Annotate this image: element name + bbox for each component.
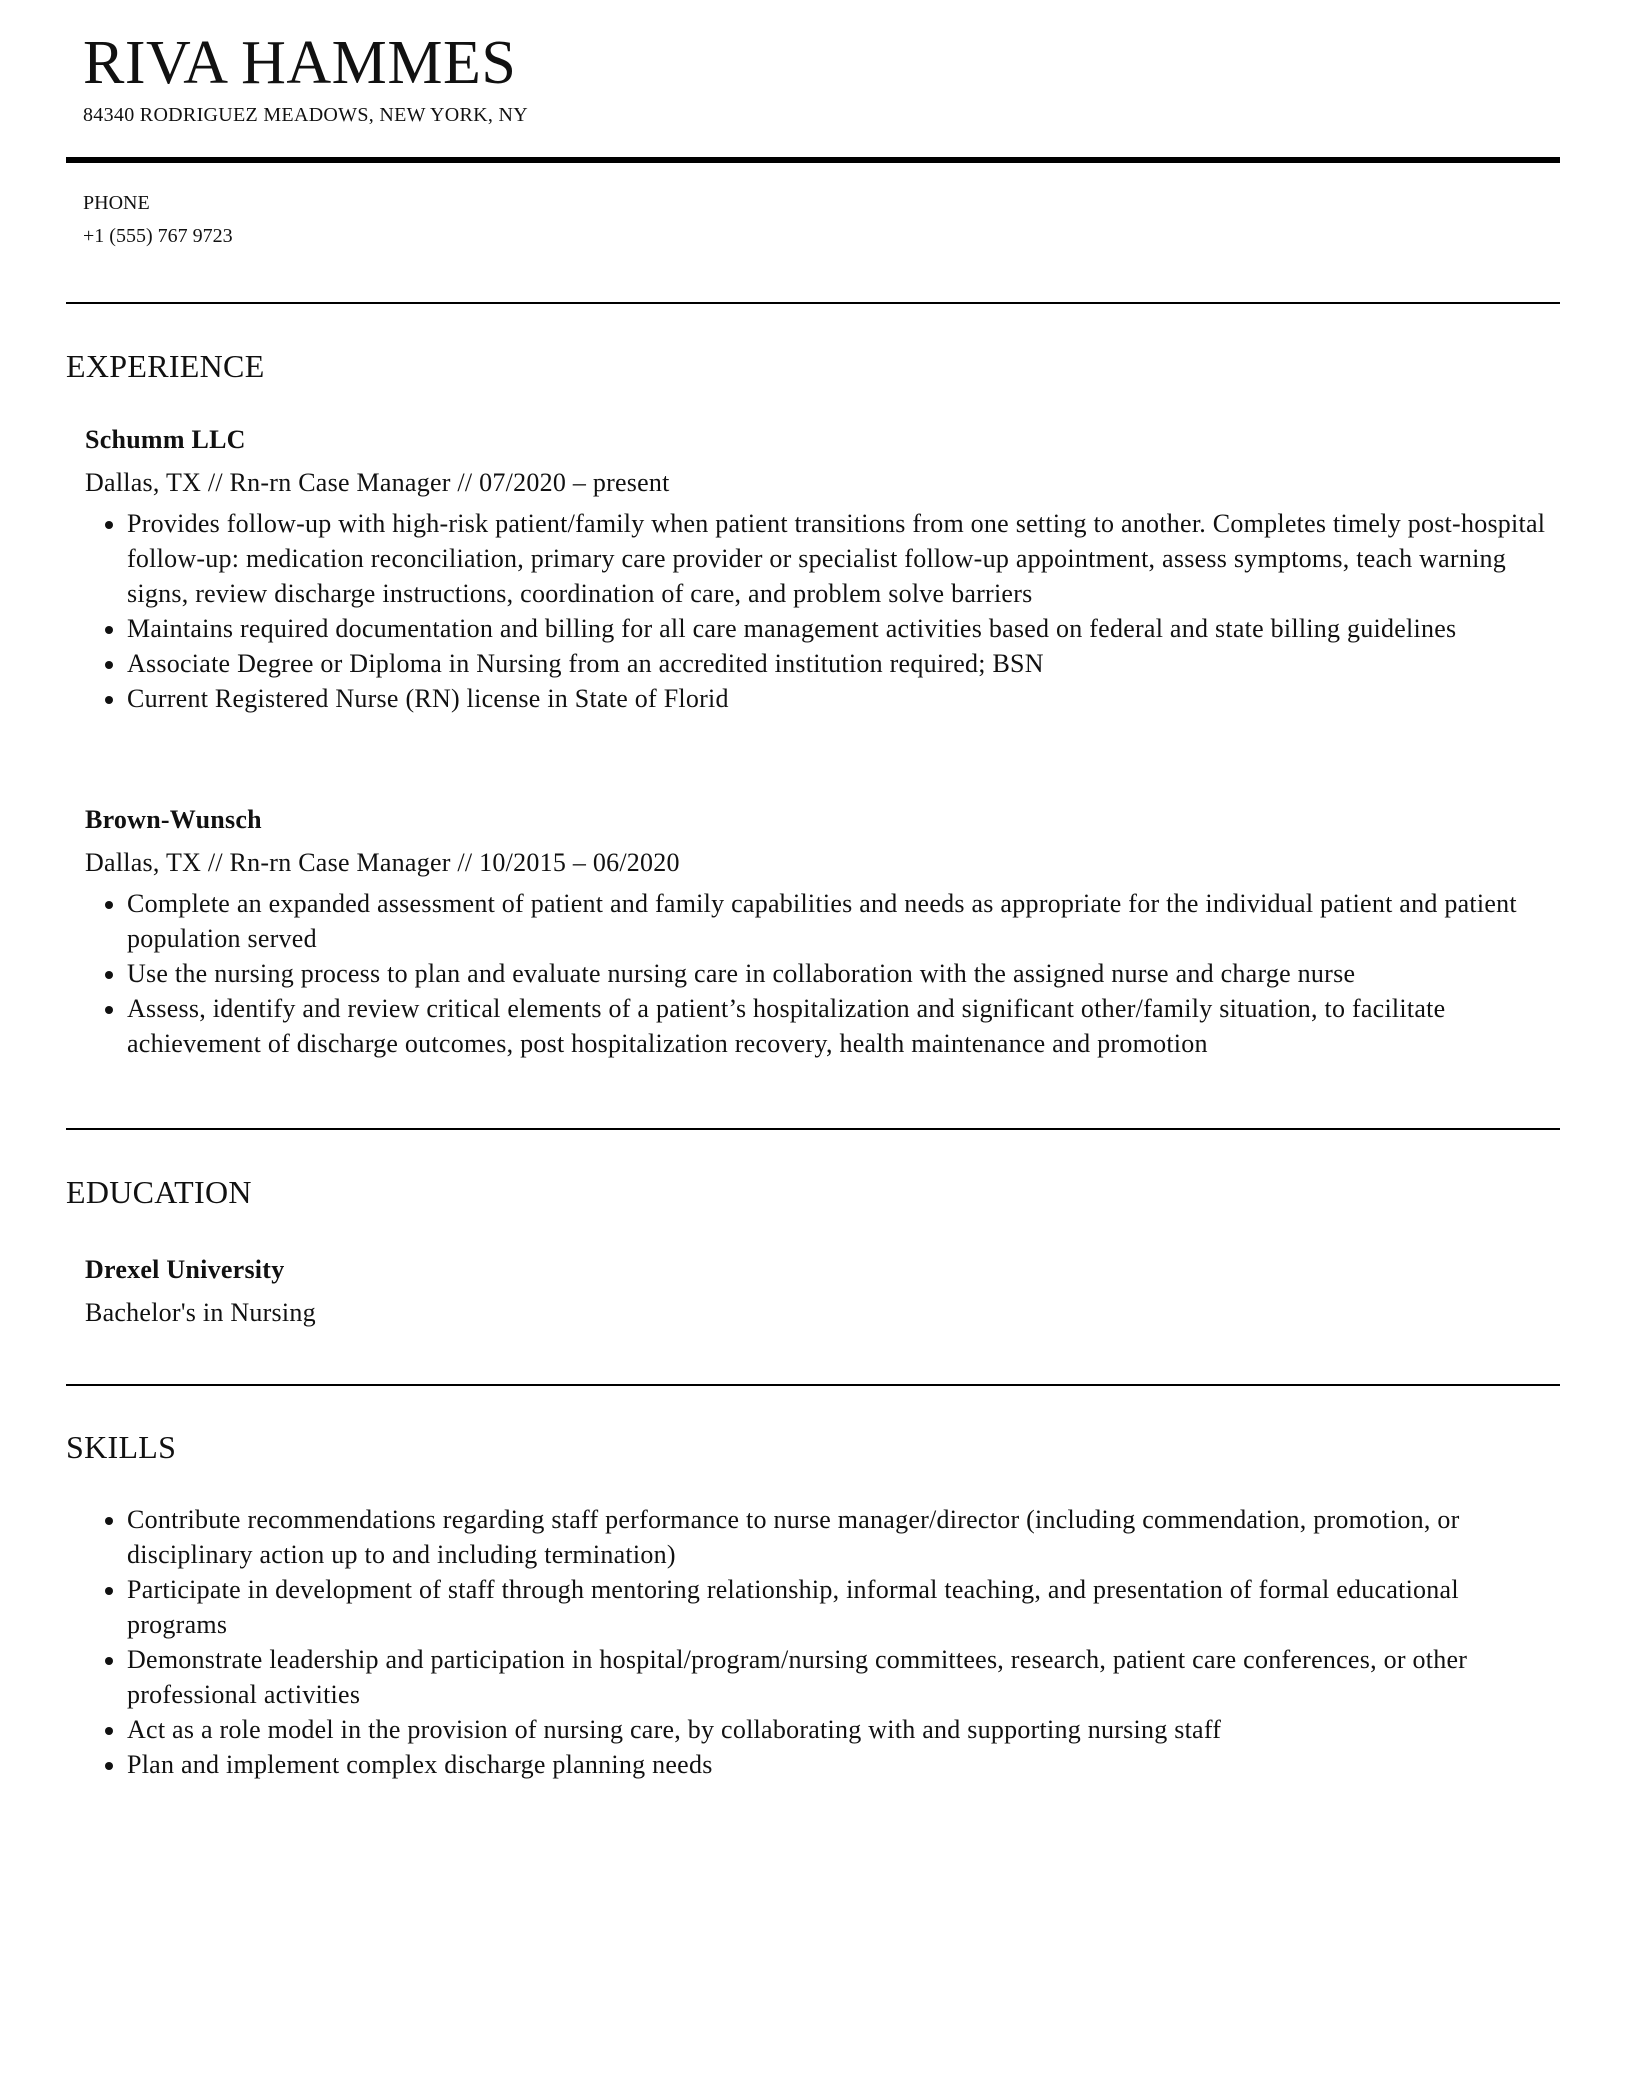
section-divider bbox=[66, 1128, 1560, 1130]
section-divider bbox=[66, 302, 1560, 304]
experience-heading: EXPERIENCE bbox=[66, 348, 265, 384]
list-item: • Act as a role model in the provision of nursing care, by collaborating with and supporting nursing staff bbox=[127, 1712, 1560, 1747]
job-meta: Dallas, TX // Rn-rn Case Manager // 07/2020 – present bbox=[85, 468, 670, 497]
list-item: • Maintains required documentation and billing for all care management activities based on federal and state billing guidelines bbox=[127, 611, 1560, 646]
list-item: • Participate in development of staff through mentoring relationship, informal teaching, and presentation of formal educational programs bbox=[127, 1572, 1560, 1642]
header-divider bbox=[66, 157, 1560, 163]
list-item: • Plan and implement complex discharge planning needs bbox=[127, 1747, 1560, 1782]
education-entry bbox=[85, 1252, 1560, 1336]
job-bullets bbox=[85, 886, 1560, 1061]
degree: Bachelor's in Nursing bbox=[85, 1298, 316, 1327]
company-name: Brown-Wunsch bbox=[85, 805, 262, 834]
phone-value: +1 (555) 767 9723 bbox=[83, 225, 233, 247]
list-item: • Demonstrate leadership and participation in hospital/program/nursing committees, research, patient care conferences, or other professional activities bbox=[127, 1642, 1560, 1712]
list-item: • Provides follow-up with high-risk patient/family when patient transitions from one setting to another. Completes timely post-hospital follow-up: medication reconciliation, primary care provider or specialist follow-up appointment, assess symptoms, teach warning signs, review discharge instructions, coordination of care, and problem solve barriers bbox=[127, 506, 1560, 611]
list-item: • Complete an expanded assessment of patient and family capabilities and needs as appropriate for the individual patient and patient population served bbox=[127, 886, 1560, 956]
company-name: Schumm LLC bbox=[85, 425, 246, 454]
skills-list bbox=[85, 1502, 1560, 1782]
job-meta: Dallas, TX // Rn-rn Case Manager // 10/2015 – 06/2020 bbox=[85, 848, 680, 877]
job-entry bbox=[85, 422, 1560, 716]
list-item: • Associate Degree or Diploma in Nursing from an accredited institution required; BSN bbox=[127, 646, 1560, 681]
list-item: • Assess, identify and review critical elements of a patient’s hospitalization and significant other/family situation, to facilitate achievement of discharge outcomes, post hospitalization recovery, health maintenance and promotion bbox=[127, 991, 1560, 1061]
education-heading: EDUCATION bbox=[66, 1174, 252, 1210]
school-name: Drexel University bbox=[85, 1255, 285, 1284]
address: 84340 RODRIGUEZ MEADOWS, NEW YORK, NY bbox=[83, 104, 528, 126]
job-bullets bbox=[85, 506, 1560, 716]
skills-heading: SKILLS bbox=[66, 1429, 177, 1465]
list-item: • Use the nursing process to plan and evaluate nursing care in collaboration with the assigned nurse and charge nurse bbox=[127, 956, 1560, 991]
list-item: • Current Registered Nurse (RN) license in State of Florid bbox=[127, 681, 1560, 716]
job-entry bbox=[85, 802, 1560, 1061]
section-divider bbox=[66, 1384, 1560, 1386]
phone-label: PHONE bbox=[83, 192, 150, 214]
list-item: • Contribute recommendations regarding staff performance to nurse manager/director (including commendation, promotion, or disciplinary action up to and including termination) bbox=[127, 1502, 1560, 1572]
candidate-name: RIVA HAMMES bbox=[83, 29, 517, 97]
